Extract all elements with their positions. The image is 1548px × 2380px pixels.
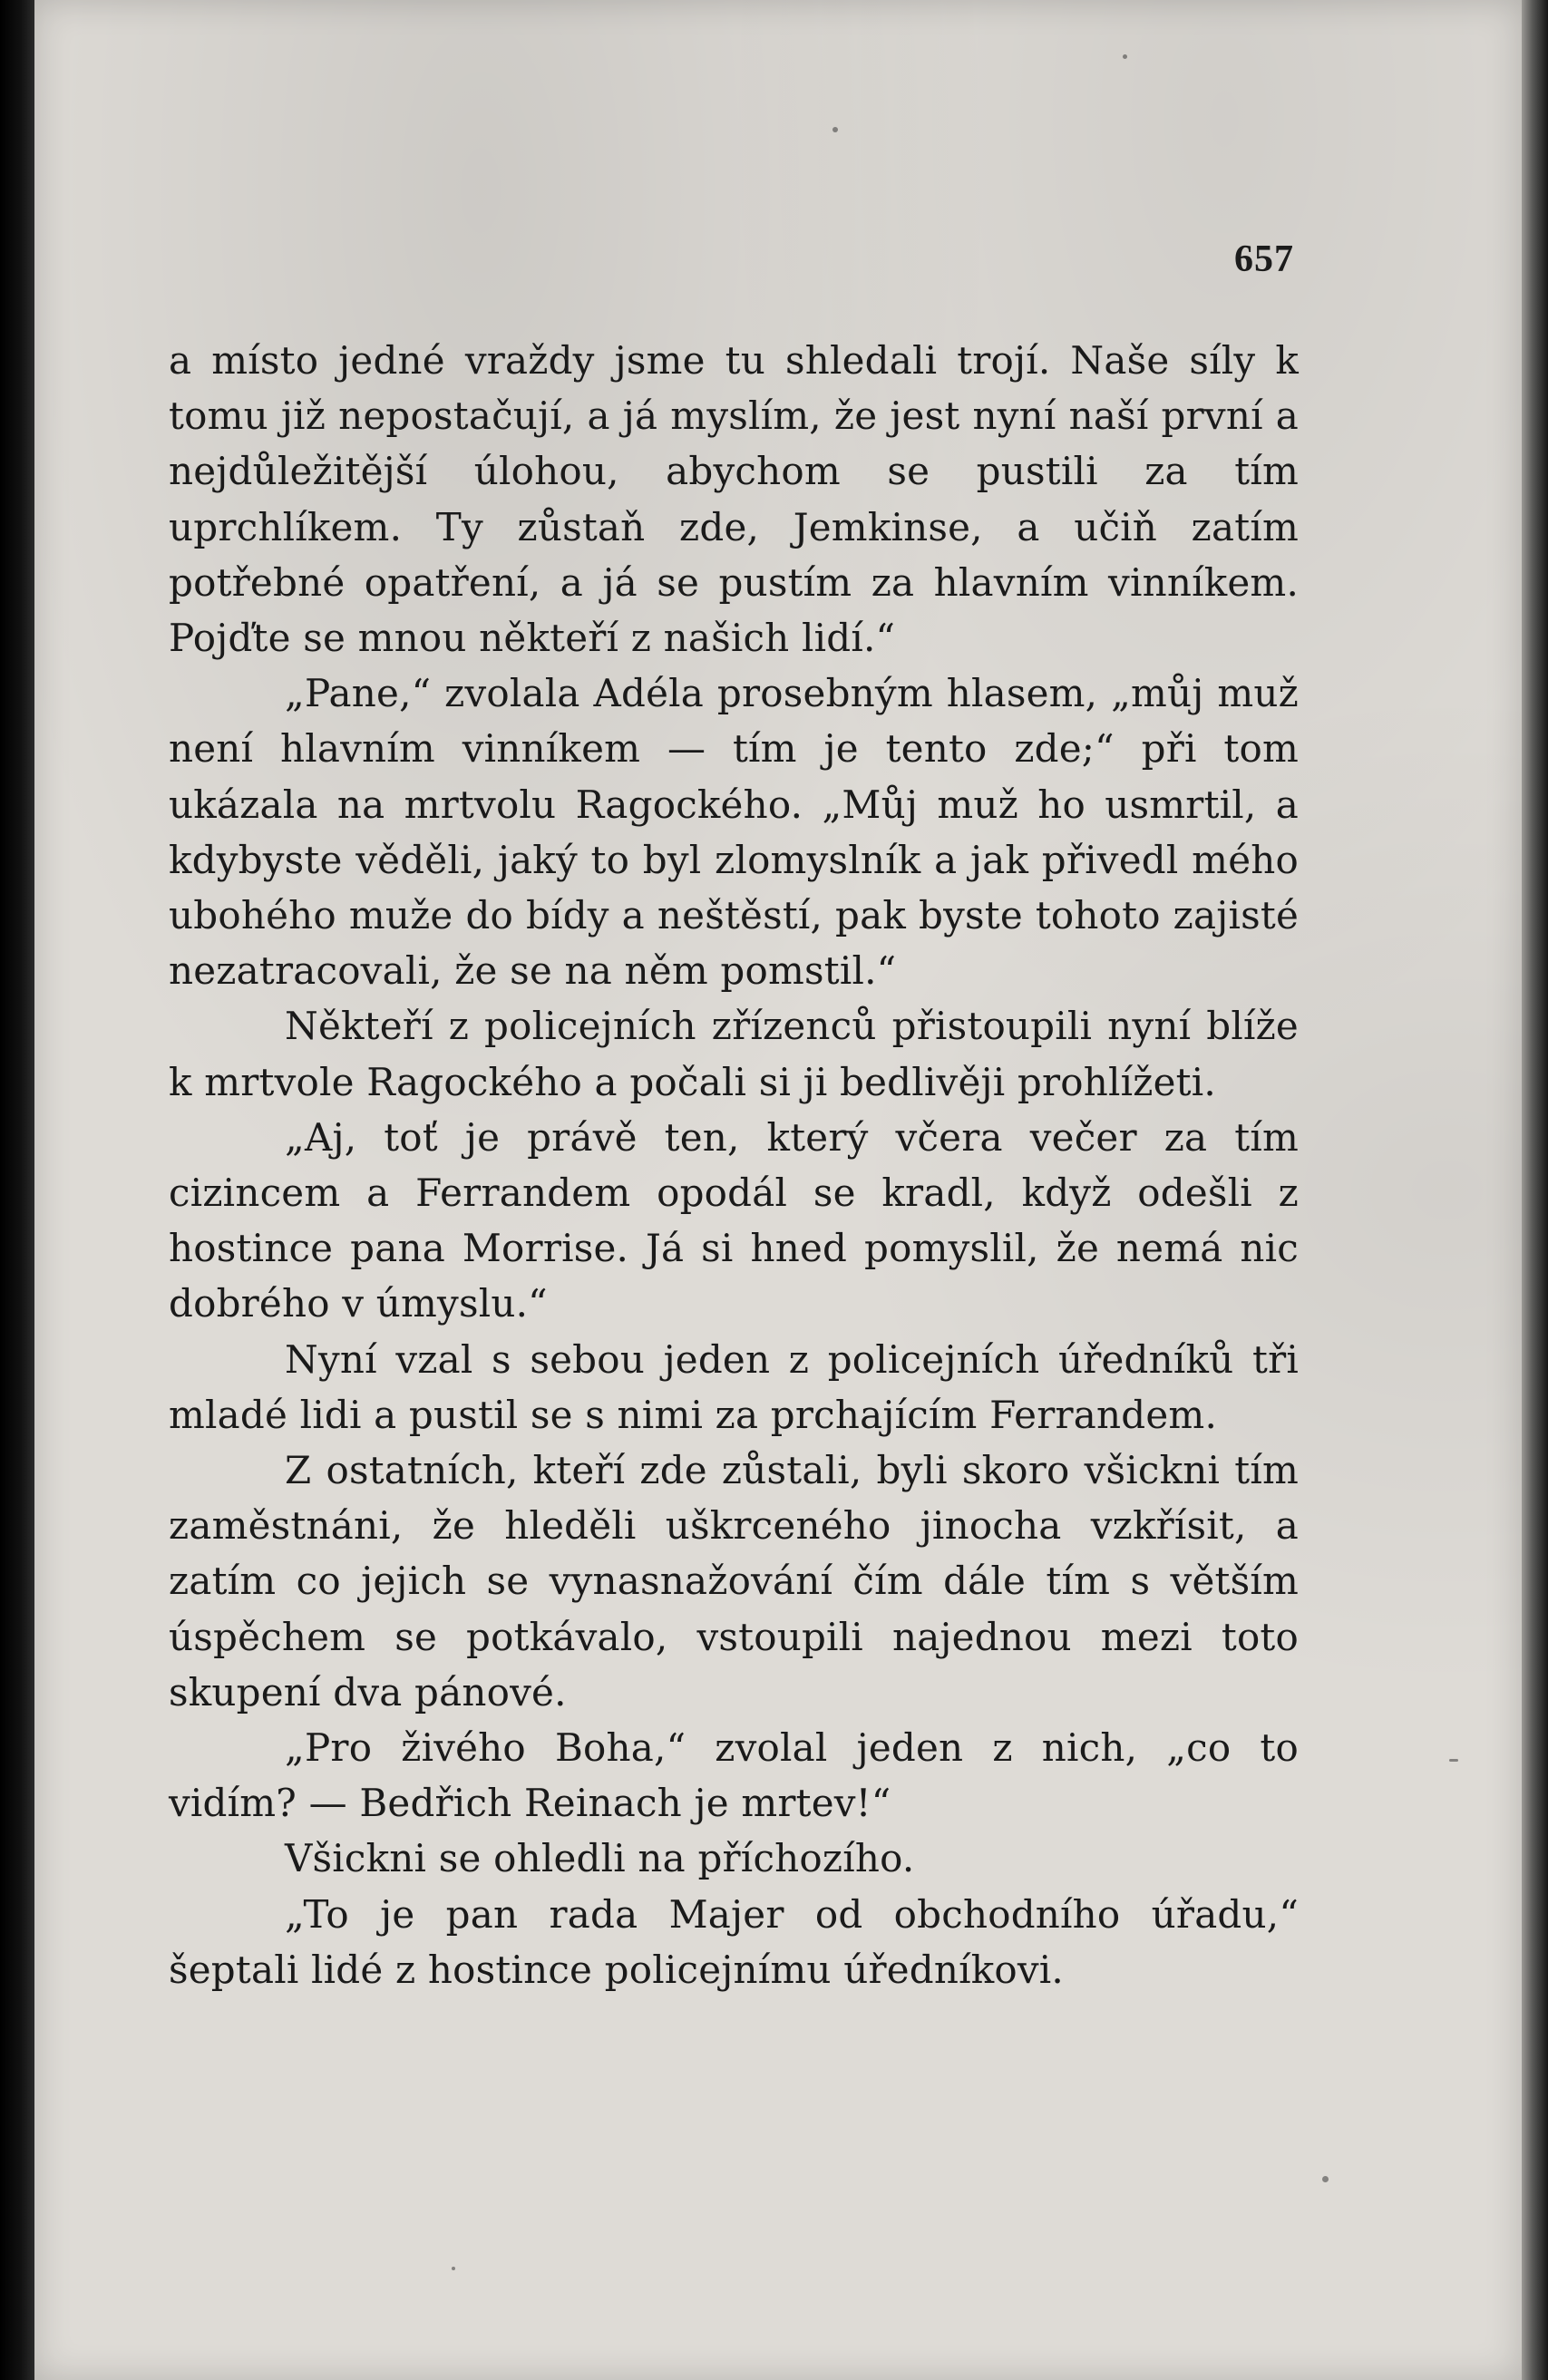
page-edge-shadow [1522,0,1548,2380]
body-text [169,333,1299,1997]
paper-speck [1123,54,1127,59]
paper-speck [452,2267,455,2270]
paper-speck [1449,1759,1458,1762]
paragraph: „To je pan rada Majer od obchodního úřadu,“ šeptali lidé z hostince policejnímu úředníkovi. [169,1891,1299,1992]
paragraph: „Aj, toť je právě ten, který včera večer za tím cizincem a Ferrandem opodál se kradl, když odešli z hostince pana Morrise. Já si hned pomyslil, že nemá nic dobrého v úmyslu.“ [169,1114,1299,1326]
book-binding-edge [0,0,34,2380]
paragraph: a místo jedné vraždy jsme tu shledali trojí. Naše síly k tomu již nepostačují, a já myslím, že jest nyní naší první a nejdůležitější úlohou, abychom se pustili za tím uprchlíkem. Ty zůstaň zde, Jemkinse, a učiň zatím potřebné opatření, a já se pustím za hlavním vinníkem. Pojďte se mnou někteří z našich lidí.“ [169,338,1299,661]
paper-speck [832,127,838,132]
paragraph: Nyní vzal s sebou jeden z policejních úředníků tři mladé lidi a pustil se s nimi za prchajícím Ferrandem. [169,1336,1299,1437]
paragraph: Někteří z policejních zřízenců přistoupili nyní blíže k mrtvole Ragockého a počali si ji bedlivěji prohlížeti. [169,1004,1299,1104]
paragraph: „Pro živého Boha,“ zvolal jeden z nich, „co to vidím? — Bedřich Reinach je mrtev!“ [169,1725,1299,1826]
paragraph: Z ostatních, kteří zde zůstali, byli skoro všickni tím zaměstnáni, že hleděli uškrceného jinocha vzkřísit, a zatím co jejich se vynasnažování čím dále tím s větším úspěchem se potkávalo, vstoupili najednou mezi toto skupení dva pánové. [169,1448,1299,1715]
paper-speck [1322,2176,1329,2182]
paragraph: Všickni se ohledli na příchozího. [285,1836,915,1881]
paragraph: „Pane,“ zvolala Adéla prosebným hlasem, „můj muž není hlavním vinníkem — tím je tento zde;“ při tom ukázala na mrtvolu Ragockého. „Můj muž ho usmrtil, a kdybyste věděli, jaký to byl zlomyslník a jak přivedl mého ubohého muže do bídy a neštěstí, pak byste tohoto zajisté nezatracovali, že se na něm pomstil.“ [169,671,1299,994]
page-number: 657 [1234,238,1294,280]
